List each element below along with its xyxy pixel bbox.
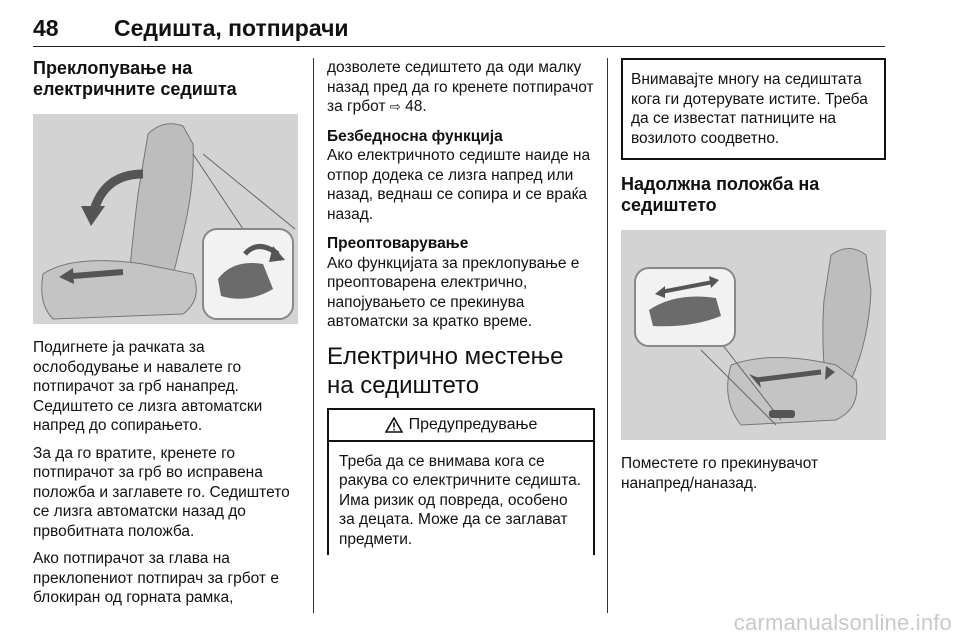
watermark: carmanualsonline.info [733,610,952,635]
paragraph: Подигнете ја рачката за ослободување и навалете го потпирачот за грб нанапред. Седиштето се лизга автоматски напред до сопирањето. [33,339,263,434]
page-reference[interactable]: 48. [405,98,427,115]
subheading-safety: Безбедносна функција [327,127,503,145]
warning-header [329,410,593,442]
column-divider [313,58,314,613]
seat-slide-illustration [621,230,886,440]
paragraph: За да го вратите, кренете го потпирачот за грб во исправена положба и заглавете го. Седиштето се лизга автоматски назад до првобитната положба. [33,444,290,540]
paragraph [327,127,595,225]
warning-box [327,408,595,556]
seat-folding-illustration [33,114,298,324]
section-heading-folding: Преклопување на електричните седишта [33,58,237,99]
paragraph [327,58,595,117]
column-middle [327,58,595,555]
safety-text: Ако електричното седиште наиде на отпор додека се лизга напред или назад, веднаш се сопира и се враќа назад. [327,147,591,223]
paragraph [327,234,595,332]
section-heading-longitudinal: Надолжна положба на седиштето [621,174,820,215]
caution-note-box: Внимавајте многу на седиштата кога ги дотерувате истите. Треба да се известат патниците на возилото соодветно. [621,58,886,160]
warning-triangle-icon [385,417,403,433]
column-left [33,58,298,616]
warning-text: Треба да се внимава кога се ракува со електричните седишта. Има ризик од повреда, особено за децата. Може да се заглават предмети. [339,452,582,548]
column-divider [607,58,608,613]
paragraph: Поместете го прекинувачот нанапред/наназад. [621,455,819,492]
section-heading-electric-adjust: Електрично местење на седиштето [327,342,564,399]
subheading-overload: Преоптоварување [327,235,469,252]
page-reference-icon[interactable]: ⇨ [389,99,401,114]
paragraph-text: дозволете седиштето да оди малку назад пред да го кренете потпирачот за грбот [327,59,594,115]
page-number: 48 [33,15,59,41]
paragraph: Ако потпирачот за глава на преклопениот потпирач за грбот е блокиран од горната рамка, [33,550,279,606]
warning-label: Предупредување [408,415,538,433]
column-right [621,58,886,501]
overload-text: Ако функцијата за преклопување е преоптоварена електрично, напојувањето се прекинува автоматски за кратко време. [327,254,580,330]
chapter-title: Седишта, потпирачи [114,15,349,41]
page-header [33,6,885,47]
